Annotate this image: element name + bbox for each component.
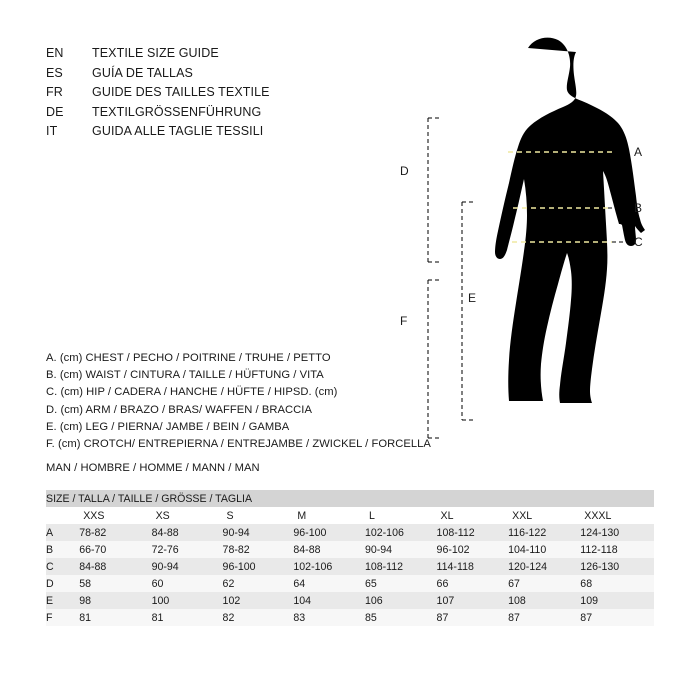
cell-e-s: 102	[223, 592, 294, 609]
cell-c-xs: 90-94	[152, 558, 223, 575]
legend-line-d: D. (cm) ARM / BRAZO / BRAS/ WAFFEN / BRACCIA	[46, 403, 312, 416]
cell-a-s: 90-94	[223, 524, 294, 541]
cell-e-m: 104	[293, 592, 365, 609]
cell-e-xs: 100	[152, 592, 223, 609]
title-text-it: GUIDA ALLE TAGLIE TESSILI	[92, 124, 264, 138]
cell-c-s: 96-100	[223, 558, 294, 575]
cell-b-xl: 96-102	[437, 541, 509, 558]
cell-f-l: 85	[365, 609, 437, 626]
cell-f-m: 83	[293, 609, 365, 626]
cell-d-xxs: 58	[79, 575, 151, 592]
cell-f-xs: 81	[152, 609, 223, 626]
row-label-d: D	[46, 575, 79, 592]
cell-c-l: 108-112	[365, 558, 437, 575]
cell-e-xxs: 98	[79, 592, 151, 609]
cell-d-xxxl: 68	[580, 575, 654, 592]
gender-line: MAN / HOMBRE / HOMME / MANN / MAN	[46, 462, 260, 474]
figure-label-b: B	[634, 201, 643, 215]
table-row	[46, 541, 654, 558]
cell-a-xs: 84-88	[152, 524, 223, 541]
cell-d-xs: 60	[152, 575, 223, 592]
cell-d-m: 64	[293, 575, 365, 592]
cell-b-s: 78-82	[223, 541, 294, 558]
figure-label-e: E	[468, 291, 477, 305]
cell-b-l: 90-94	[365, 541, 437, 558]
title-text-es: GUÍA DE TALLAS	[92, 65, 193, 80]
figure-label-c: C	[634, 235, 643, 249]
cell-a-xl: 108-112	[437, 524, 509, 541]
table-row	[46, 609, 654, 626]
size-table-wrap	[46, 490, 654, 626]
cell-b-xxl: 104-110	[508, 541, 580, 558]
cell-f-s: 82	[223, 609, 294, 626]
cell-b-xxs: 66-70	[79, 541, 151, 558]
cell-c-xxs: 84-88	[79, 558, 151, 575]
table-title: SIZE / TALLA / TAILLE / GRÖSSE / TAGLIA	[46, 490, 654, 507]
title-row	[46, 122, 376, 142]
legend-line-b: B. (cm) WAIST / CINTURA / TAILLE / HÜFTUNG / VITA	[46, 369, 324, 382]
cell-a-l: 102-106	[365, 524, 437, 541]
col-header-xxl: XXL	[508, 507, 580, 524]
title-lang-it: IT	[46, 124, 58, 138]
table-row	[46, 558, 654, 575]
cell-c-xxl: 120-124	[508, 558, 580, 575]
col-header-s: S	[223, 507, 294, 524]
cell-a-xxl: 116-122	[508, 524, 580, 541]
col-header-xl: XL	[437, 507, 509, 524]
cell-c-xl: 114-118	[437, 558, 509, 575]
row-label-f: F	[46, 609, 79, 626]
cell-d-l: 65	[365, 575, 437, 592]
cell-f-xxxl: 87	[580, 609, 654, 626]
cell-b-xxxl: 112-118	[580, 541, 654, 558]
cell-d-s: 62	[223, 575, 294, 592]
cell-a-m: 96-100	[293, 524, 365, 541]
col-header-xxxl: XXXL	[580, 507, 654, 524]
cell-e-l: 106	[365, 592, 437, 609]
title-row	[46, 64, 376, 84]
col-header-xs: XS	[152, 507, 223, 524]
table-title-row	[46, 490, 654, 507]
row-label-b: B	[46, 541, 79, 558]
cell-f-xxs: 81	[79, 609, 151, 626]
title-block	[46, 44, 376, 142]
title-row	[46, 44, 376, 64]
col-header-xxs: XXS	[79, 507, 151, 524]
title-lang-de: DE	[46, 104, 64, 119]
col-header-l: L	[365, 507, 437, 524]
man-silhouette-shape	[495, 38, 645, 403]
cell-d-xxl: 67	[508, 575, 580, 592]
title-text-en: TEXTILE SIZE GUIDE	[92, 46, 219, 60]
table-column-header-row	[46, 507, 654, 524]
bracket-d	[428, 118, 440, 262]
col-header-blank	[46, 507, 79, 524]
legend-line-e: E. (cm) LEG / PIERNA/ JAMBE / BEIN / GAMBA	[46, 420, 290, 433]
row-label-c: C	[46, 558, 79, 575]
cell-c-xxxl: 126-130	[580, 558, 654, 575]
title-lang-en: EN	[46, 46, 64, 60]
cell-a-xxs: 78-82	[79, 524, 151, 541]
row-label-e: E	[46, 592, 79, 609]
cell-e-xxxl: 109	[580, 592, 654, 609]
cell-e-xl: 107	[437, 592, 509, 609]
cell-f-xl: 87	[437, 609, 509, 626]
body-figure	[380, 30, 680, 480]
cell-d-xl: 66	[437, 575, 509, 592]
legend-line-f: F. (cm) CROTCH/ ENTREPIERNA / ENTREJAMBE / ZWICKEL / FORCELLA	[46, 438, 431, 451]
cell-f-xxl: 87	[508, 609, 580, 626]
figure-label-a: A	[634, 145, 643, 159]
cell-b-xs: 72-76	[152, 541, 223, 558]
title-text-fr: GUIDE DES TAILLES TEXTILE	[92, 85, 270, 99]
col-header-m: M	[293, 507, 365, 524]
cell-b-m: 84-88	[293, 541, 365, 558]
bracket-f	[428, 280, 440, 438]
size-table	[46, 490, 654, 626]
table-row	[46, 592, 654, 609]
figure-label-d: D	[400, 164, 409, 178]
table-row	[46, 575, 654, 592]
cell-e-xxl: 108	[508, 592, 580, 609]
bracket-e	[462, 202, 477, 420]
title-row	[46, 103, 376, 123]
title-lang-fr: FR	[46, 85, 63, 99]
cell-c-m: 102-106	[293, 558, 365, 575]
legend-line-c: C. (cm) HIP / CADERA / HANCHE / HÜFTE / HIPSD. (cm)	[46, 386, 338, 399]
table-row	[46, 524, 654, 541]
cell-a-xxxl: 124-130	[580, 524, 654, 541]
figure-label-f: F	[400, 314, 408, 328]
title-lang-es: ES	[46, 65, 63, 80]
legend-line-a: A. (cm) CHEST / PECHO / POITRINE / TRUHE / PETTO	[46, 352, 331, 364]
title-row	[46, 83, 376, 103]
title-text-de: TEXTILGRÖSSENFÜHRUNG	[92, 104, 262, 119]
row-label-a: A	[46, 524, 79, 541]
